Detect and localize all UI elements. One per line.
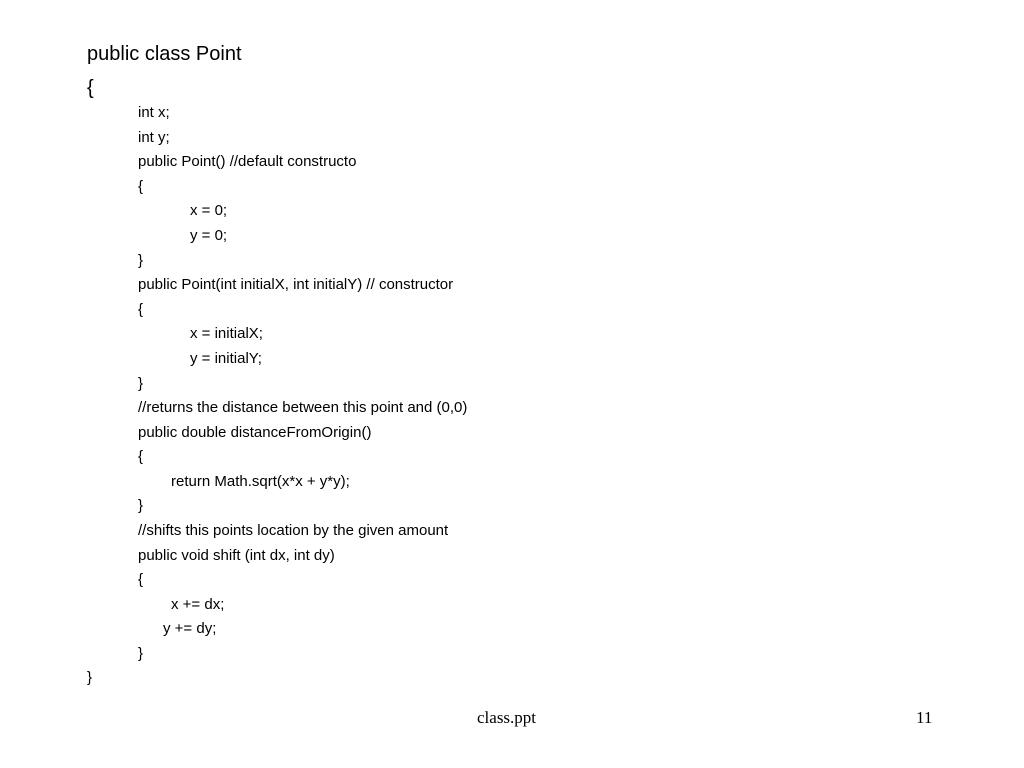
code-line-shift-method: public void shift (int dx, int dy) bbox=[138, 547, 335, 564]
code-line-brace: } bbox=[138, 252, 144, 269]
code-line-param-constructor: public Point(int initialX, int initialY) // constructor bbox=[138, 276, 454, 293]
class-close-brace: } bbox=[87, 669, 93, 686]
code-line-brace: } bbox=[138, 645, 144, 662]
code-line-default-constructor: public Point() //default constructo bbox=[138, 153, 357, 170]
code-line-assign-x-initial: x = initialX; bbox=[190, 325, 263, 342]
code-line-brace: { bbox=[138, 178, 144, 195]
code-line-assign-x-zero: x = 0; bbox=[190, 202, 228, 219]
code-line-add-dy: y += dy; bbox=[163, 620, 217, 637]
code-line-brace: } bbox=[138, 497, 144, 514]
code-line-brace: { bbox=[138, 448, 144, 465]
class-open-brace: { bbox=[87, 77, 94, 99]
footer-filename: class.ppt bbox=[477, 708, 537, 727]
code-line-brace: { bbox=[138, 571, 144, 588]
code-line-comment-distance: //returns the distance between this point and (0,0) bbox=[138, 399, 468, 416]
code-line-field-y: int y; bbox=[138, 129, 170, 146]
code-line-return-sqrt: return Math.sqrt(x*x + y*y); bbox=[171, 473, 350, 490]
code-line-comment-shift: //shifts this points location by the given amount bbox=[138, 522, 449, 539]
footer-page-number: 11 bbox=[916, 708, 933, 727]
class-declaration-line: public class Point bbox=[87, 43, 242, 65]
code-line-brace: { bbox=[138, 301, 144, 318]
code-line-assign-y-initial: y = initialY; bbox=[190, 350, 262, 367]
code-line-add-dx: x += dx; bbox=[171, 596, 225, 613]
code-line-distance-method: public double distanceFromOrigin() bbox=[138, 424, 372, 441]
code-line-field-x: int x; bbox=[138, 104, 170, 121]
code-line-assign-y-zero: y = 0; bbox=[190, 227, 228, 244]
code-line-brace: } bbox=[138, 375, 144, 392]
